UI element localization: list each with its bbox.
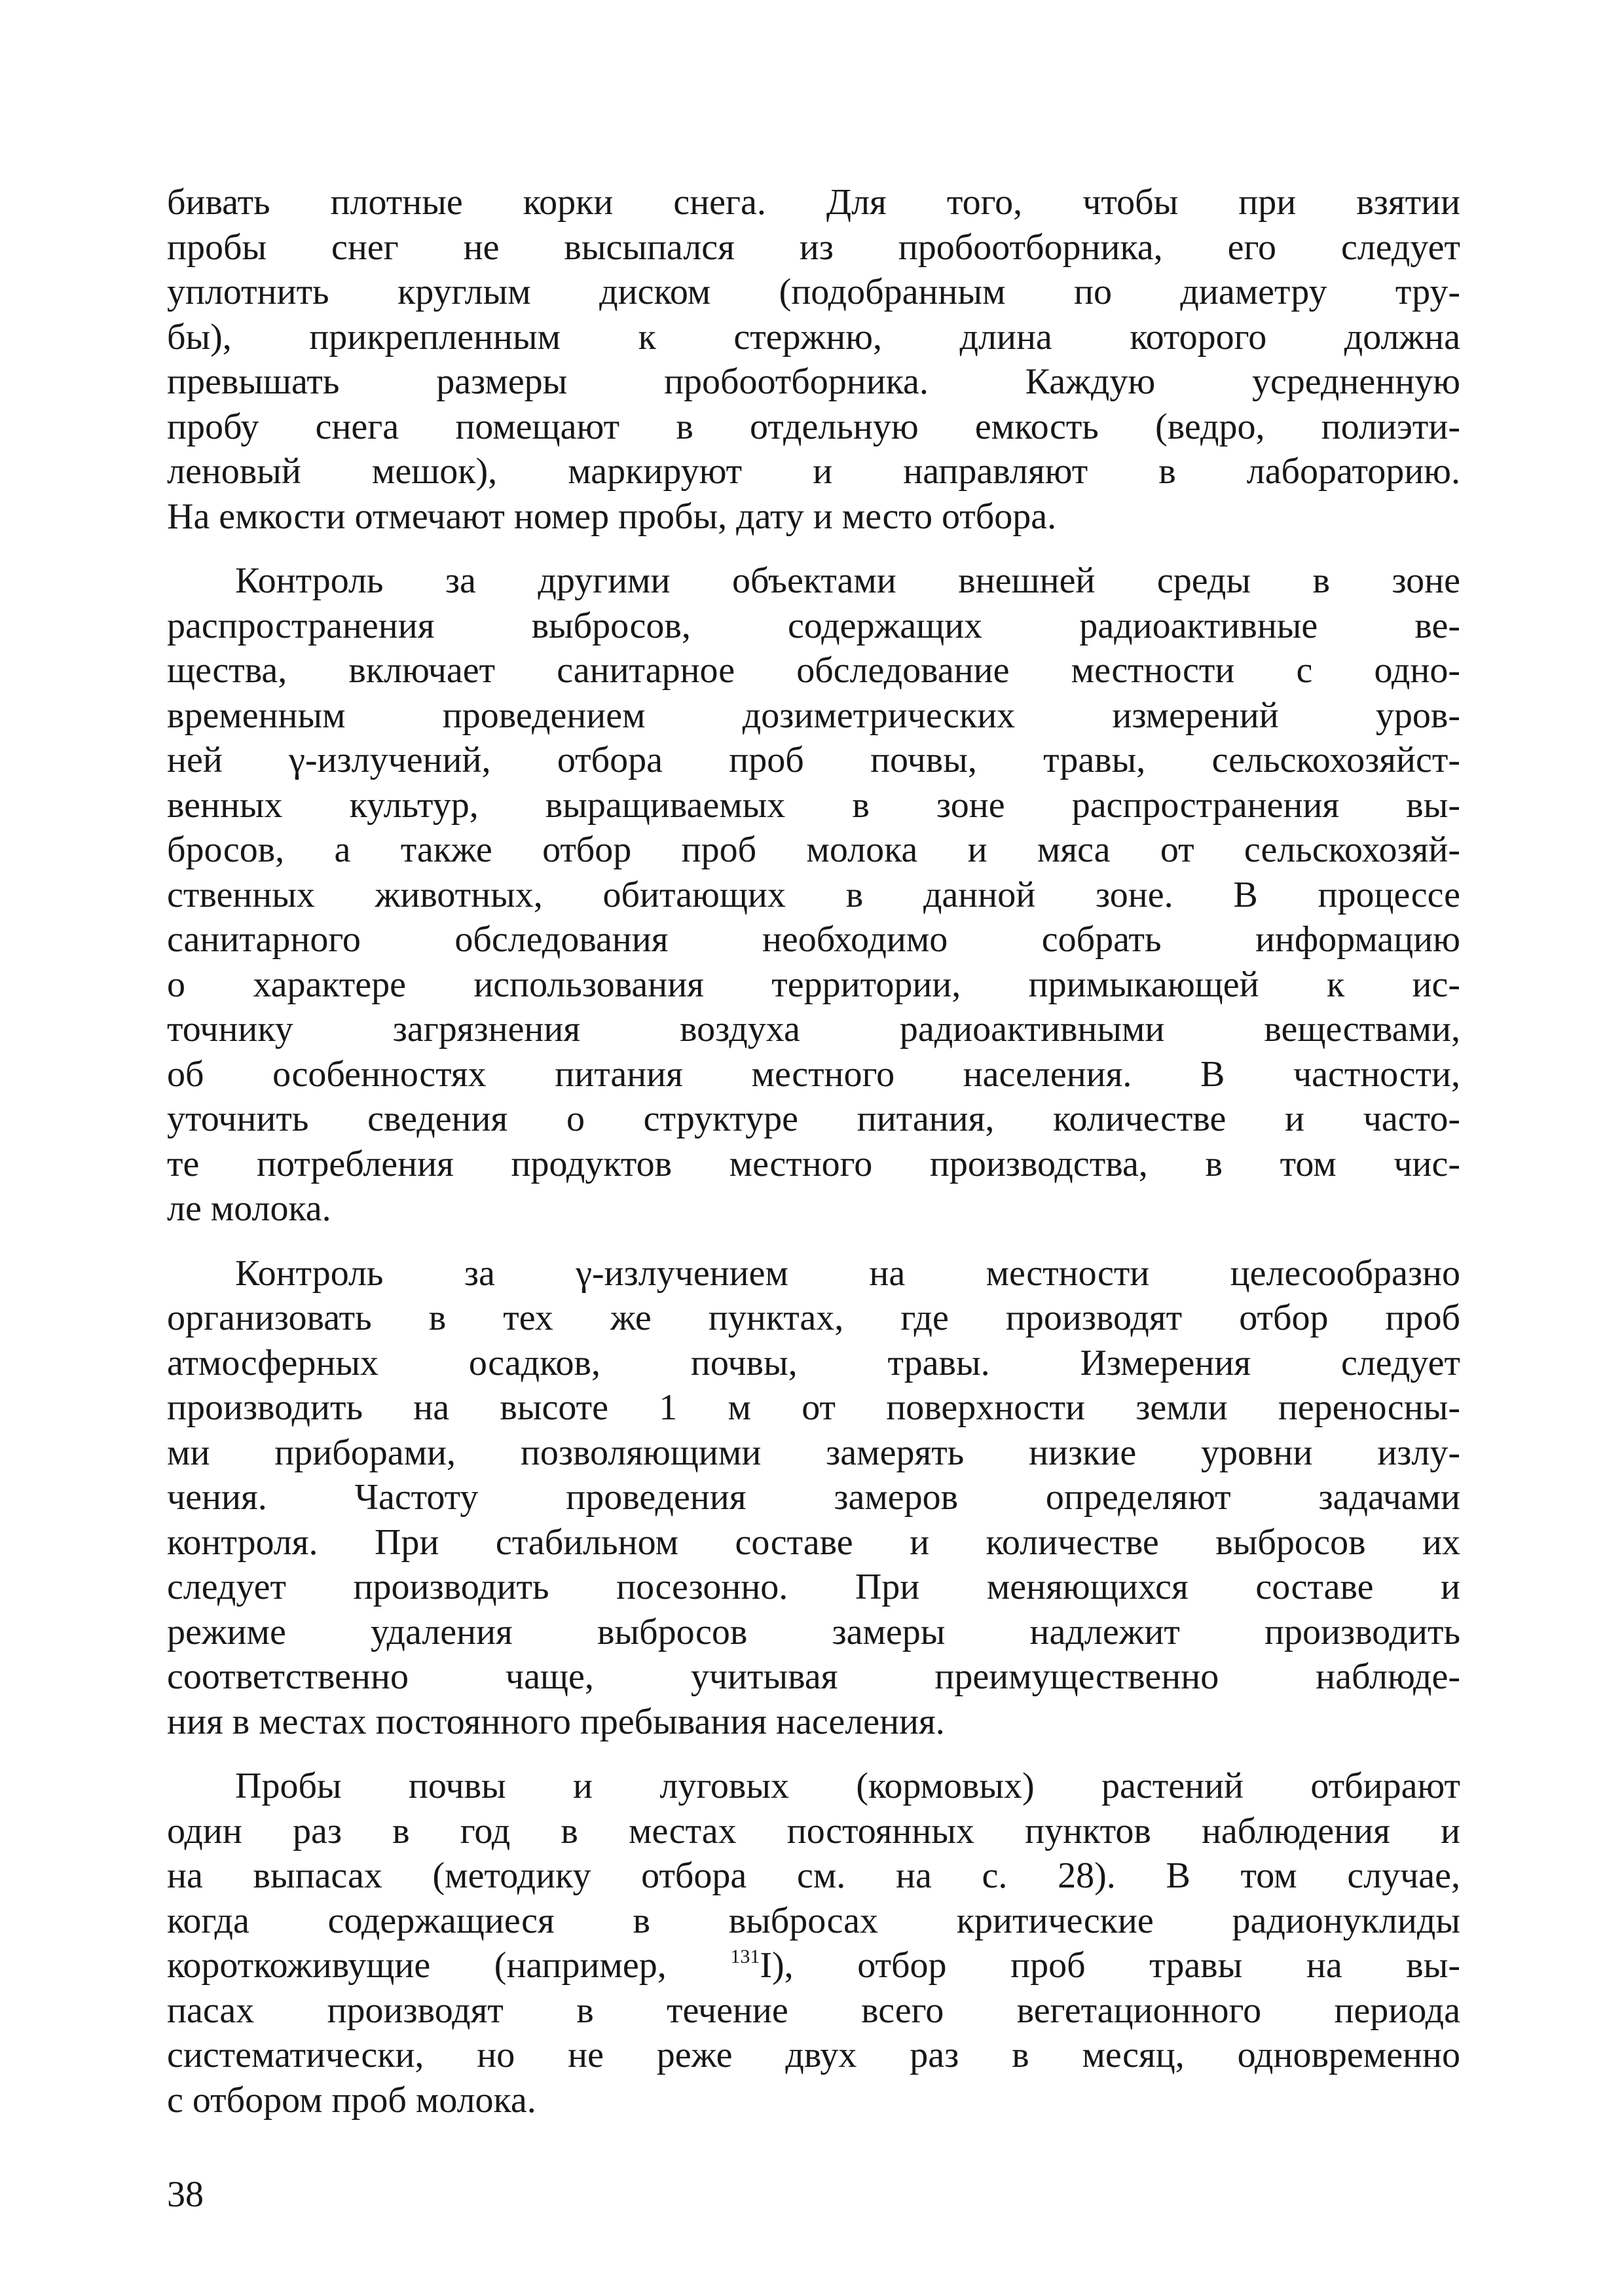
text-line: ней γ-излучений, отбора проб почвы, травы, сельскохозяйст-	[167, 740, 1460, 780]
text-line: Контроль за γ-излучением на местности целесообразно	[235, 1252, 1460, 1294]
text-line: систематически, но не реже двух раз в месяц, одновременно	[167, 2035, 1460, 2075]
text-line: соответственно чаще, учитывая преимущественно наблюде-	[167, 1656, 1460, 1697]
text-line-with-isotope	[167, 1943, 1460, 1988]
text-line: пробы снег не высыпался из пробоотборника, его следует	[167, 227, 1460, 268]
paragraph-2	[167, 558, 1460, 1231]
text-line: с отбором проб молока.	[167, 2079, 536, 2121]
paragraph-4	[167, 1764, 1460, 2123]
paragraph-3	[167, 1251, 1460, 1745]
text-line: пробу снега помещают в отдельную емкость (ведро, полиэти-	[167, 406, 1460, 447]
isotope-symbol: I	[760, 1945, 773, 1986]
text-line: производить на высоте 1 м от поверхности земли переносны-	[167, 1387, 1460, 1428]
text-line: уплотнить круглым диском (подобранным по диаметру тру-	[167, 272, 1460, 312]
text-line: превышать размеры пробоотборника. Каждую усредненную	[167, 361, 1460, 402]
line-tail: ), отбор проб травы на вы-	[772, 1945, 1460, 1986]
isotope-mass-number: 131	[730, 1946, 760, 1967]
text-line: бросов, а также отбор проб молока и мяса от сельскохозяй-	[167, 829, 1460, 870]
page-number: 38	[167, 2174, 204, 2215]
text-line: ния в местах постоянного пребывания населения.	[167, 1701, 945, 1742]
text-line: Контроль за другими объектами внешней среды в зоне	[235, 560, 1460, 601]
text-line: ле молока.	[167, 1188, 331, 1229]
text-line: венных культур, выращиваемых в зоне распространения вы-	[167, 784, 1460, 826]
text-line: распространения выбросов, содержащих радиоактивные ве-	[167, 605, 1460, 646]
text-line: когда содержащиеся в выбросах критические радионуклиды	[167, 1900, 1460, 1941]
text-line: санитарного обследования необходимо собрать информацию	[167, 919, 1460, 960]
text-line: бы), прикрепленным к стержню, длина которого должна	[167, 316, 1460, 357]
text-line: леновый мешок), маркируют и направляют в лабораторию.	[167, 451, 1460, 492]
text-line: контроля. При стабильном составе и количестве выбросов их	[167, 1522, 1460, 1563]
text-line: Пробы почвы и луговых (кормовых) растений отбирают	[235, 1766, 1460, 1806]
text-line: об особенностях питания местного населения. В частности,	[167, 1053, 1460, 1095]
text-line: атмосферных осадков, почвы, травы. Измерения следует	[167, 1342, 1460, 1383]
text-line: щества, включает санитарное обследование местности с одно-	[167, 650, 1460, 691]
text-line: чения. Частоту проведения замеров определяют задачами	[167, 1477, 1460, 1518]
text-line: ми приборами, позволяющими замерять низкие уровни излу-	[167, 1432, 1460, 1473]
text-line: режиме удаления выбросов замеры надлежит производить	[167, 1611, 1460, 1652]
text-line: ственных животных, обитающих в данной зоне. В процессе	[167, 874, 1460, 915]
text-line: бивать плотные корки снега. Для того, чтобы при взятии	[167, 182, 1460, 223]
paragraph-1	[167, 180, 1460, 539]
text-line: о характере использования территории, примыкающей к ис-	[167, 964, 1460, 1005]
text-line: временным проведением дозиметрических измерений уров-	[167, 695, 1460, 736]
text-line: На емкости отмечают номер пробы, дату и место отбора.	[167, 496, 1057, 537]
text-line: уточнить сведения о структуре питания, количестве и часто-	[167, 1099, 1460, 1139]
text-line: пасах производят в течение всего вегетационного периода	[167, 1990, 1460, 2031]
document-page	[167, 180, 1460, 2142]
text-line: те потребления продуктов местного производства, в том чис-	[167, 1143, 1460, 1184]
text-line: следует производить посезонно. При меняющихся составе и	[167, 1567, 1460, 1607]
line-head: короткоживущие (например,	[167, 1945, 731, 1986]
text-line: один раз в год в местах постоянных пунктов наблюдения и	[167, 1810, 1460, 1851]
text-line: точнику загрязнения воздуха радиоактивными веществами,	[167, 1009, 1460, 1049]
text-line: на выпасах (методику отбора см. на с. 28). В том случае,	[167, 1855, 1460, 1896]
text-line: организовать в тех же пунктах, где производят отбор проб	[167, 1298, 1460, 1338]
